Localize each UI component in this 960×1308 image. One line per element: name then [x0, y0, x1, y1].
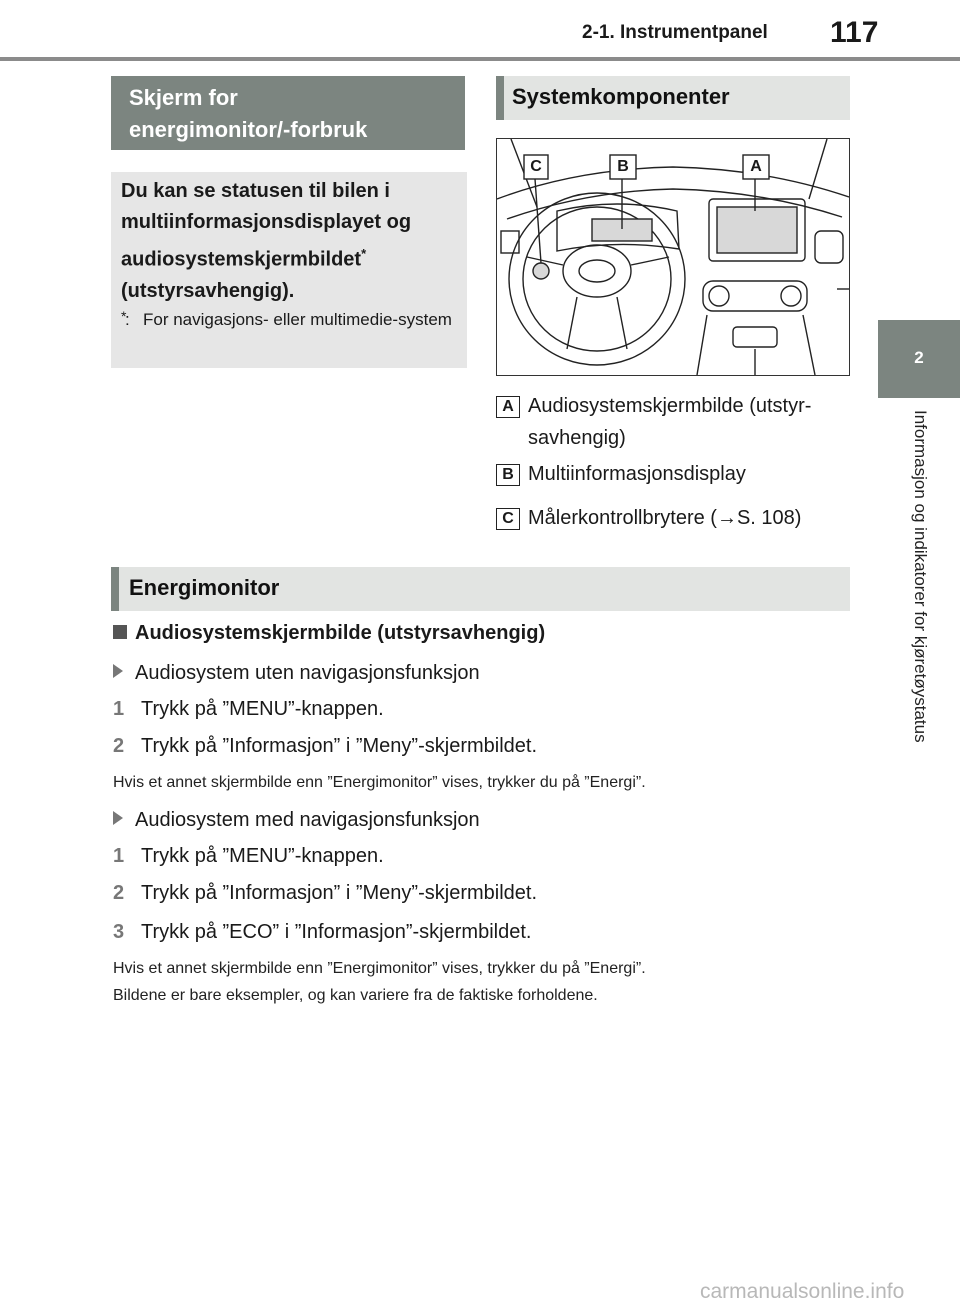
system-components-heading: [496, 76, 850, 120]
step-number: 1: [113, 845, 125, 867]
group2-step-3: [113, 921, 531, 944]
group2-step-1: [113, 845, 384, 868]
system-components-heading-text: Systemkomponenter: [512, 84, 730, 109]
section-title: 2-1. Instrumentpanel: [582, 22, 768, 43]
callout-label-a: A: [750, 158, 762, 175]
watermark: carmanualsonline.info: [700, 1280, 905, 1303]
energy-monitor-heading: [111, 76, 465, 150]
group1-step-1: [113, 698, 384, 721]
subheading: [113, 622, 545, 645]
group1-title: [113, 662, 480, 685]
footnote-colon: :: [125, 310, 130, 329]
chapter-tab-title-wrap: [910, 410, 930, 830]
step-number: 2: [113, 735, 125, 757]
header-rule: [0, 57, 960, 61]
callout-label-b: B: [617, 158, 629, 175]
legend-badge-c: C: [496, 508, 520, 530]
energy-monitor-heading-text: Skjerm for energimonitor/-forbruk: [129, 85, 368, 142]
step-text: Trykk på ”Informasjon” i ”Meny”-skjermbildet.: [141, 882, 538, 904]
footnote-text: For navigasjons- eller multimedie-system: [143, 310, 452, 329]
group2-title-text: Audiosystem med navigasjonsfunksjon: [135, 809, 480, 831]
chapter-tab: [878, 320, 960, 398]
energimonitor-heading: [111, 567, 850, 611]
step-text: Trykk på ”MENU”-knappen.: [141, 845, 384, 867]
group1-note: Hvis et annet skjermbilde enn ”Energimonitor” vises, trykker du på ”Energi”.: [113, 774, 646, 791]
legend-text-a: Audiosystemskjermbilde (utstyr- savhengig): [528, 395, 812, 449]
step-text: Trykk på ”MENU”-knappen.: [141, 698, 384, 720]
energimonitor-heading-text: Energimonitor: [129, 575, 280, 600]
dashboard-drawing: [497, 139, 849, 375]
legend-text-c: Målerkontrollbrytere (→S. 108): [528, 507, 802, 529]
footnote-marker: *: [361, 246, 367, 261]
dashboard-illustration: [496, 138, 850, 376]
callout-label-c: C: [530, 158, 542, 175]
legend-badge-a: A: [496, 396, 520, 418]
step-number: 1: [113, 698, 125, 720]
subheading-text: Audiosystemskjermbilde (utstyrsavhengig): [135, 622, 546, 644]
footnote: [121, 308, 457, 332]
chapter-tab-title: Informasjon og indikatorer for kjøretøystatus: [911, 410, 930, 743]
group2-title: [113, 809, 480, 832]
info-main-text: [121, 176, 461, 307]
final-note: Bildene er bare eksempler, og kan variere fra de faktiske forholdene.: [113, 987, 598, 1004]
step-text: Trykk på ”ECO” i ”Informasjon”-skjermbildet.: [141, 921, 532, 943]
legend-text-b: Multiinformasjonsdisplay: [528, 463, 746, 485]
group1-step-2: [113, 735, 537, 758]
group2-note: Hvis et annet skjermbilde enn ”Energimonitor” vises, trykker du på ”Energi”.: [113, 960, 646, 977]
page-number: 117: [830, 16, 879, 49]
chapter-number: 2: [914, 348, 924, 367]
triangle-bullet-icon: [113, 664, 123, 678]
info-main-tail: (utstyrsavhengig).: [121, 279, 295, 302]
info-main-body: Du kan se statusen til bilen i multiinformasjonsdisplayet og audiosystemskjermbildet: [121, 180, 412, 271]
group2-step-2: [113, 882, 537, 905]
step-number: 3: [113, 921, 125, 943]
group1-title-text: Audiosystem uten navigasjonsfunksjon: [135, 662, 480, 684]
square-bullet-icon: [113, 625, 127, 639]
step-text: Trykk på ”Informasjon” i ”Meny”-skjermbildet.: [141, 735, 538, 757]
step-number: 2: [113, 882, 125, 904]
info-box: [111, 172, 467, 368]
triangle-bullet-icon: [113, 811, 123, 825]
footnote-star: *: [121, 308, 127, 324]
legend-badge-b: B: [496, 464, 520, 486]
